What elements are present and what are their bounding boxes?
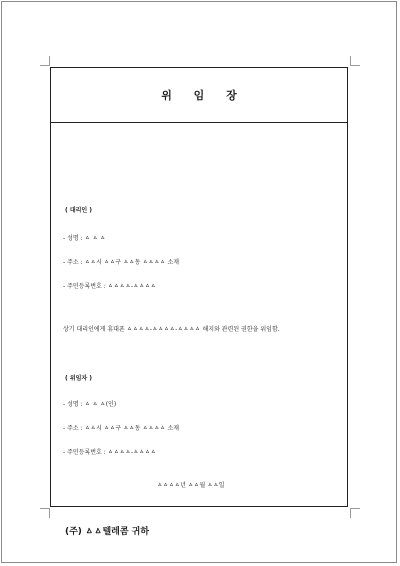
principal-address: - 주소 : ㅿㅿ시 ㅿㅿ구 ㅿㅿ동 ㅿㅿㅿㅿ 소재 bbox=[63, 425, 180, 432]
agent-name: - 성명 : ㅿ ㅿ ㅿ bbox=[63, 235, 106, 242]
delegation-statement: 상기 대리인에게 휴대폰 ㅿㅿㅿㅿ-ㅿㅿㅿㅿ-ㅿㅿㅿㅿ 해지와 관련된 권한을 위임함. bbox=[63, 326, 280, 333]
crop-mark-bottom-right bbox=[350, 508, 360, 518]
crop-mark-bottom-left bbox=[40, 508, 50, 518]
principal-heading: ( 위임자 ) bbox=[65, 375, 93, 382]
title-row bbox=[51, 68, 347, 123]
document-box bbox=[50, 67, 348, 537]
crop-mark-top-left bbox=[40, 56, 50, 66]
agent-id-number: - 주민등록번호 : ㅿㅿㅿㅿ-ㅿㅿㅿㅿ bbox=[63, 283, 157, 290]
agent-address: - 주소 : ㅿㅿ시 ㅿㅿ구 ㅿㅿ동 ㅿㅿㅿㅿ 소재 bbox=[63, 259, 180, 266]
document-date: ㅿㅿㅿㅿ년 ㅿㅿ월 ㅿㅿ일 bbox=[157, 482, 225, 489]
principal-id-number: - 주민등록번호 : ㅿㅿㅿㅿ-ㅿㅿㅿㅿ bbox=[63, 449, 157, 456]
document-title: 위 임 장 bbox=[161, 89, 246, 102]
agent-heading: ( 대리인 ) bbox=[65, 207, 93, 214]
principal-name: - 성명 : ㅿ ㅿ ㅿ(인) bbox=[63, 401, 117, 408]
crop-mark-top-right bbox=[350, 56, 360, 66]
recipient-line: (주) ㅿㅿ텔레콤 귀하 bbox=[65, 527, 150, 537]
